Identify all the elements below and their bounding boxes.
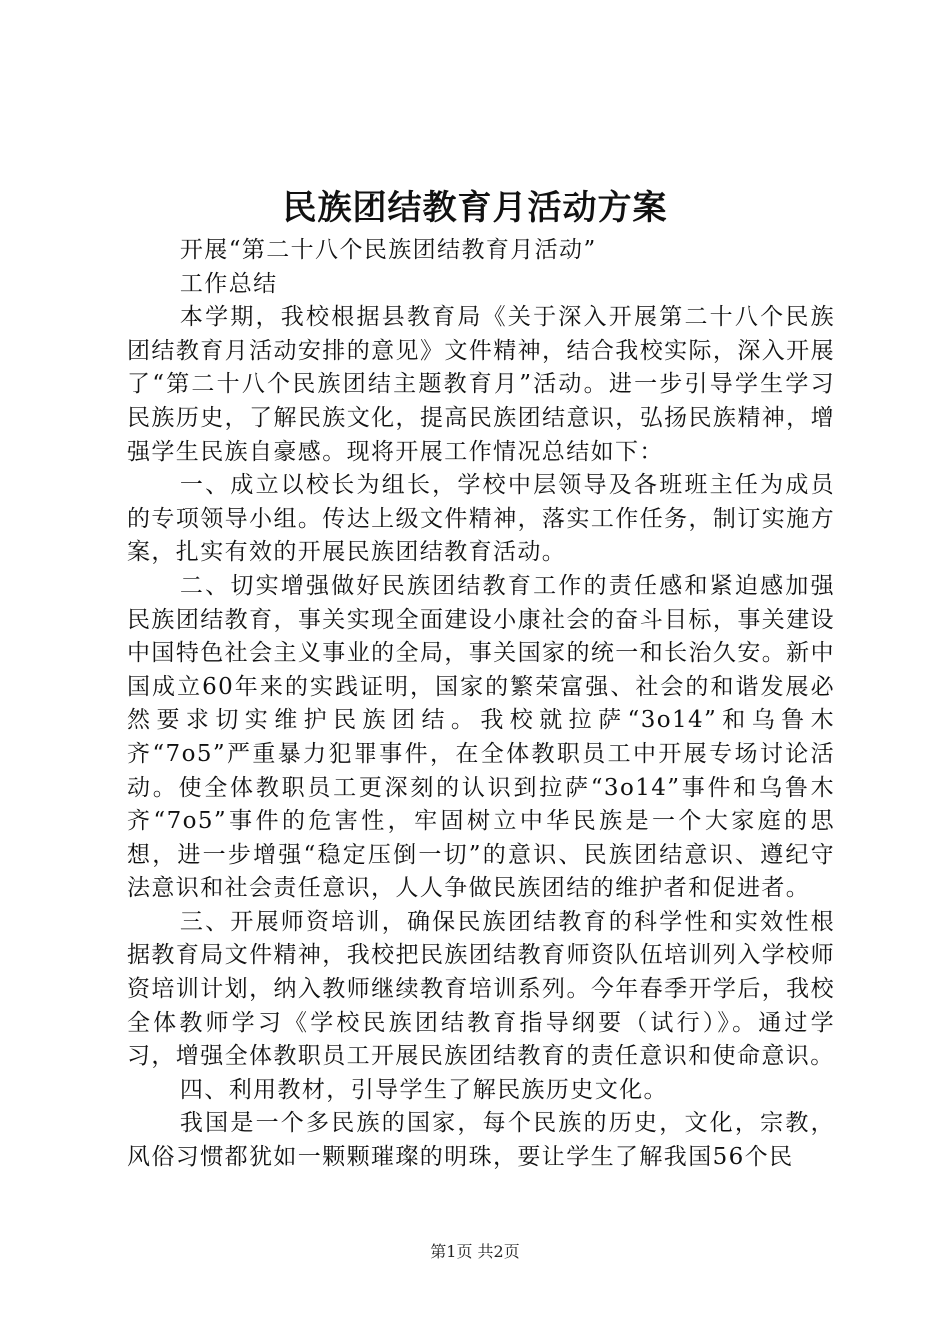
- paragraph-heading-line2: 工作总结: [179, 270, 278, 297]
- paragraph-heading-line1: 开展“第二十八个民族团结教育月活动”: [179, 237, 597, 263]
- paragraph-section-1: 一、成立以校长为组长，学校中层领导及各班班主任为成员的专项领导小组。传达上级文件精神，落实工作任务，制订实施方案，扎实有效的开展民族团结教育活动。: [127, 472, 835, 566]
- paragraph-intro: 本学期，我校根据县教育局《关于深入开展第二十八个民族团结教育月活动安排的意见》文件精神，结合我校实际，深入开展了“第二十八个民族团结主题教育月”活动。进一步引导学生学习民族历史，了解民族文化，提高民族团结意识，弘扬民族精神，增强学生民族自豪感。现将开展工作情况总结如下：: [127, 304, 835, 465]
- paragraph-section-3: 三、开展师资培训，确保民族团结教育的科学性和实效性根据教育局文件精神，我校把民族团结教育师资队伍培训列入学校师资培训计划，纳入教师继续教育培训系列。今年春季开学后，我校全体教师学习《学校民族团结教育指导纲要（试行）》。通过学习，增强全体教职员工开展民族团结教育的责任意识和使命意识。: [127, 908, 835, 1070]
- page-footer: 第1页 共2页: [430, 1242, 520, 1261]
- document-body: [127, 234, 835, 1175]
- paragraph-section-4-heading: 四、利用教材，引导学生了解民族历史文化。: [179, 1076, 668, 1103]
- paragraph-section-4-body: 我国是一个多民族的国家，每个民族的历史，文化，宗教，风俗习惯都犹如一颗颗璀璨的明珠，要让学生了解我国56个民: [127, 1110, 835, 1171]
- paragraph-section-2: 二、切实增强做好民族团结教育工作的责任感和紧迫感加强民族团结教育，事关实现全面建设小康社会的奋斗目标，事关建设中国特色社会主义事业的全局，事关国家的统一和长治久安。新中国成立60年来的实践证明，国家的繁荣富强、社会的和谐发展必然要求切实维护民族团结。我校就拉萨“3o14”和乌鲁木齐“7o5”严重暴力犯罪事件，在全体教职员工中开展专场讨论活动。使全体教职员工更深刻的认识到拉萨“3o14”事件和乌鲁木齐“7o5”事件的危害性，牢固树立中华民族是一个大家庭的思想，进一步增强“稳定压倒一切”的意识、民族团结意识、遵纪守法意识和社会责任意识，人人争做民族团结的维护者和促进者。: [127, 572, 835, 902]
- document-title: 民族团结教育月活动方案: [282, 188, 668, 228]
